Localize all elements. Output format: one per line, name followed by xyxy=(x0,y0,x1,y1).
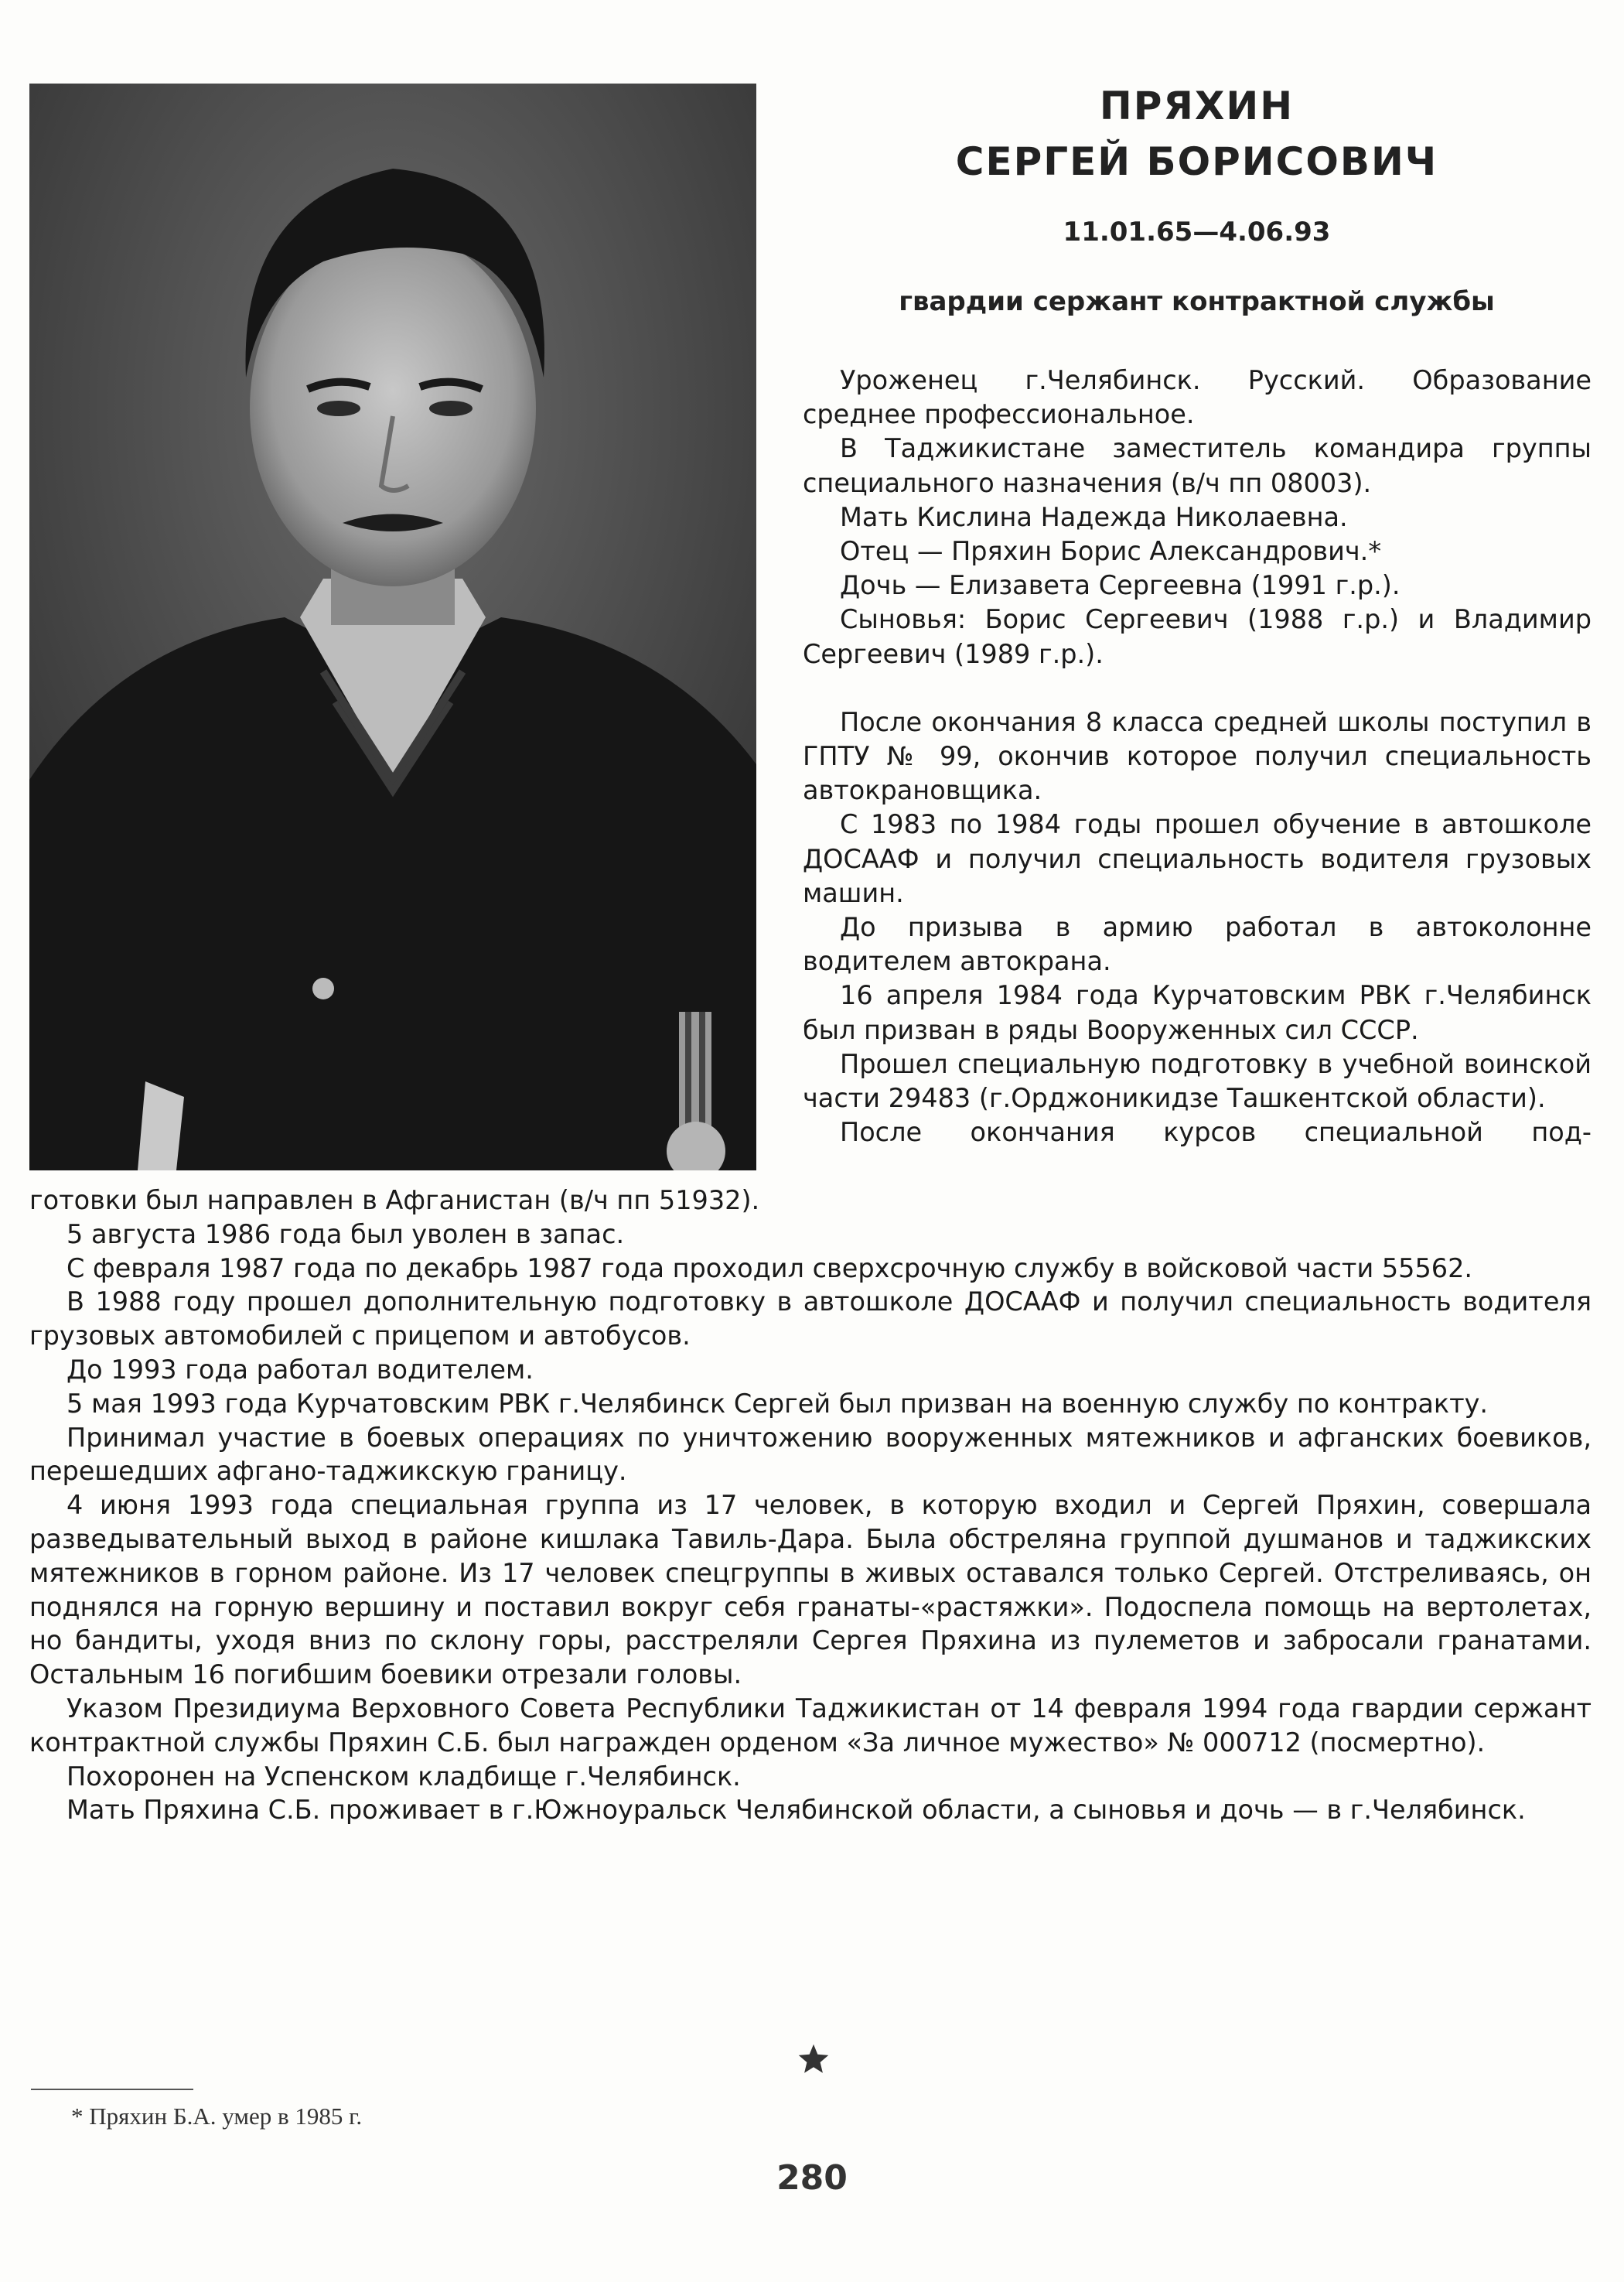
bio-paragraph: Уроженец г.Челябинск. Русский. Образование среднее профессиональное. xyxy=(803,365,1592,430)
paragraph-gap xyxy=(803,671,1592,705)
body-paragraph: Похоронен на Успенском кладбище г.Челябинск. xyxy=(67,1761,741,1792)
body-paragraph: 5 августа 1986 года был уволен в запас. xyxy=(67,1218,625,1249)
life-dates: 11.01.65—4.06.93 xyxy=(1063,217,1331,248)
surname-heading: ПРЯХИН xyxy=(1099,84,1295,128)
bio-paragraph: В Таджикистане заместитель командира группы специального назначения (в/ч пп 08003). xyxy=(803,433,1592,498)
bio-paragraph: Сыновья: Борис Сергеевич (1988 г.р.) и Владимир Сергеевич (1989 г.р.). xyxy=(803,604,1592,669)
service-paragraph: 16 апреля 1984 года Курчатовским РВК г.Челябинск был призван в ряды Вооруженных сил СССР. xyxy=(803,980,1592,1045)
given-names-heading: СЕРГЕЙ БОРИСОВИЧ xyxy=(955,139,1438,184)
body-paragraph: 4 июня 1993 года специальная группа из 17 человек, в которую входил и Сергей Пряхин, совершала разведывательный выход в районе кишлака Тавиль-Дара. Была обстреляна группой душманов и таджикских мятежников в горном районе. Из 17 человек спецгруппы в живых оставался только Сергей. Отстреливаясь, он поднялся на горную вершину и поставил вокруг себя гранаты-«растяжки». Подоспела помощь на вертолетах, но бандиты, уходя вниз по склону горы, расстреляли Сергея Пряхина из пулеметов и забросали гранатами. Остальным 16 погибшим боевики отрезали головы. xyxy=(29,1490,1592,1690)
service-paragraph: С 1983 по 1984 годы прошел обучение в автошколе ДОСААФ и получил специальность водителя грузовых машин. xyxy=(803,809,1592,908)
body-paragraph: В 1988 году прошел дополнительную подготовку в автошколе ДОСААФ и получил специальность водителя грузовых автомобилей с прицепом и автобусов. xyxy=(29,1286,1592,1351)
footnote: * Пряхин Б.А. умер в 1985 г. xyxy=(71,2103,363,2130)
service-paragraph: До призыва в армию работал в автоколонне водителем автокрана. xyxy=(803,912,1592,977)
body-paragraph: 5 мая 1993 года Курчатовским РВК г.Челябинск Сергей был призван на военную службу по контракту. xyxy=(67,1388,1489,1419)
service-paragraph: Прошел специальную подготовку в учебной воинской части 29483 (г.Орджоникидзе Ташкентской области). xyxy=(803,1048,1592,1114)
service-paragraph: После окончания курсов специальной под- xyxy=(840,1117,1592,1148)
body-paragraph: С февраля 1987 года по декабрь 1987 года проходил сверхсрочную службу в войсковой части 55562. xyxy=(67,1252,1473,1283)
bio-paragraph: Мать Кислина Надежда Николаевна. xyxy=(840,501,1348,532)
body-paragraph: Указом Президиума Верховного Совета Республики Таджикистан от 14 февраля 1994 года гвардии сержант контрактной службы Пряхин С.Б. был награжден орденом «За личное мужество» № 000712 (посмертно). xyxy=(29,1693,1592,1758)
bio-paragraph: Дочь — Елизавета Сергеевна (1991 г.р.). xyxy=(840,570,1401,601)
footnote-rule xyxy=(31,2089,193,2090)
body-paragraph: Мать Пряхина С.Б. проживает в г.Южноуральск Челябинской области, а сыновья и дочь — в г.Челябинск. xyxy=(67,1795,1526,1826)
bio-paragraph: Отец — Пряхин Борис Александрович.* xyxy=(840,536,1382,567)
body-continuation: готовки был направлен в Афганистан (в/ч пп 51932). xyxy=(29,1185,760,1215)
service-paragraph: После окончания 8 класса средней школы поступил в ГПТУ № 99, окончив которое получил специальность автокрановщика. xyxy=(803,706,1592,806)
portrait-photo xyxy=(29,84,756,1170)
body-text xyxy=(29,1184,1592,1827)
star-icon xyxy=(797,2042,831,2076)
page-number: 280 xyxy=(776,2158,848,2198)
bio-column xyxy=(803,364,1592,1150)
body-paragraph: До 1993 года работал водителем. xyxy=(67,1354,534,1385)
rank-line: гвардии сержант контрактной службы xyxy=(899,286,1495,317)
body-paragraph: Принимал участие в боевых операциях по уничтожению вооруженных мятежников и афганских боевиков, перешедших афгано-таджикскую границу. xyxy=(29,1422,1592,1487)
portrait-illustration xyxy=(29,84,756,1170)
